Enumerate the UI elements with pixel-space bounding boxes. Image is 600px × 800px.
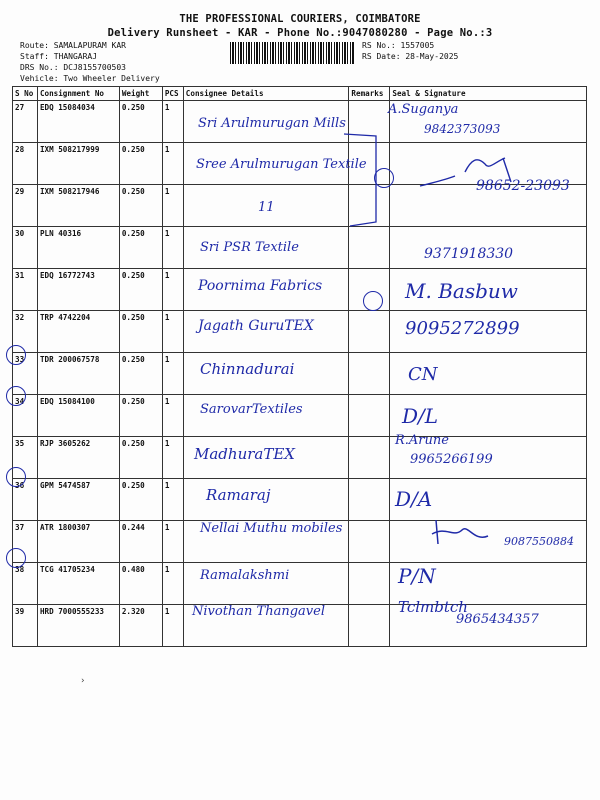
- table-row: [13, 563, 587, 605]
- remarks-cell: [349, 395, 390, 437]
- weight-cell: 0.244: [119, 521, 162, 563]
- consignment-cell: HRD 7000555233: [37, 605, 119, 647]
- col-consignment: Consignment No: [37, 87, 119, 101]
- consignment-cell: TCG 41705234: [37, 563, 119, 605]
- weight-cell: 0.250: [119, 185, 162, 227]
- pcs-cell: 1: [162, 101, 183, 143]
- hw-consignee-39: Nivothan Thangavel: [192, 604, 325, 619]
- remarks-circle-31: [363, 291, 383, 311]
- pcs-cell: 1: [162, 185, 183, 227]
- hw-signature-name-39: Tclmbtch: [398, 598, 468, 616]
- sno-cell: 30: [13, 227, 38, 269]
- sno-cell: 31: [13, 269, 38, 311]
- table-row: [13, 353, 587, 395]
- rs-date-label: RS Date: 28-May-2025: [362, 52, 459, 61]
- sno-cell: 37: [13, 521, 38, 563]
- hw-consignee-32: Jagath GuruTEX: [198, 318, 314, 334]
- hw-consignee-35: MadhuraTEX: [194, 445, 295, 463]
- bracket-line: [340, 130, 385, 230]
- hw-signature-38: P/N: [398, 564, 436, 588]
- hw-consignee-37: Nellai Muthu mobiles: [200, 521, 343, 536]
- col-consignee: Consignee Details: [183, 87, 349, 101]
- hw-signature-phone-29: 98652-23093: [476, 178, 570, 194]
- meta-right: [362, 40, 458, 62]
- col-remarks: Remarks: [349, 87, 390, 101]
- drs-label: DRS No.: DCJ8155700503: [20, 63, 126, 72]
- hw-consignee-31: Poornima Fabrics: [198, 278, 323, 294]
- weight-cell: 0.250: [119, 437, 162, 479]
- col-pcs: PCS: [162, 87, 183, 101]
- hw-signature-name-35: R.Arune: [395, 433, 449, 448]
- consignment-cell: IXM 508217999: [37, 143, 119, 185]
- sno-cell: 38: [13, 563, 38, 605]
- hw-signature-31: M. Basbuw: [405, 279, 518, 303]
- hw-consignee-38: Ramalakshmi: [200, 568, 290, 583]
- hw-consignee-28: Sree Arulmurugan Textile: [196, 157, 367, 172]
- hw-signature-34: D/L: [402, 404, 439, 428]
- pcs-cell: 1: [162, 353, 183, 395]
- remarks-cell: [349, 563, 390, 605]
- consignment-cell: EDQ 15084100: [37, 395, 119, 437]
- weight-cell: 0.250: [119, 269, 162, 311]
- remarks-cell: [349, 521, 390, 563]
- hw-signature-36: D/A: [395, 487, 433, 511]
- pcs-cell: 1: [162, 227, 183, 269]
- col-weight: Weight: [119, 87, 162, 101]
- remarks-cell: [349, 311, 390, 353]
- staff-label: Staff: THANGARAJ: [20, 52, 98, 61]
- document-subtitle: Delivery Runsheet - KAR - Phone No.:9047080280 - Page No.:3: [107, 27, 493, 39]
- pcs-cell: 1: [162, 605, 183, 647]
- sno-circle-38: [6, 548, 26, 568]
- consignment-cell: EDQ 15084034: [37, 101, 119, 143]
- consignment-cell: TDR 200067578: [37, 353, 119, 395]
- remarks-cell: [349, 605, 390, 647]
- sno-circle-33: [6, 345, 26, 365]
- sno-cell: 28: [13, 143, 38, 185]
- weight-cell: 0.250: [119, 353, 162, 395]
- table-header-row: [13, 87, 587, 101]
- hw-signature-name-27: A.Suganya: [388, 102, 459, 117]
- stray-mark: ›: [80, 676, 86, 686]
- sno-cell: 33: [13, 353, 38, 395]
- sno-cell: 29: [13, 185, 38, 227]
- hw-consignee-29: 11: [258, 200, 275, 215]
- table-row: [13, 437, 587, 479]
- consignment-cell: TRP 4742204: [37, 311, 119, 353]
- consignment-cell: ATR 1800307: [37, 521, 119, 563]
- sno-circle-36: [6, 467, 26, 487]
- weight-cell: 0.250: [119, 101, 162, 143]
- hw-signature-33: CN: [408, 364, 438, 385]
- remarks-cell: [349, 353, 390, 395]
- pcs-cell: 1: [162, 437, 183, 479]
- barcode: [230, 42, 354, 64]
- sno-cell: 32: [13, 311, 38, 353]
- hw-consignee-34: SarovarTextiles: [200, 402, 303, 417]
- scribble-signature-28: [415, 152, 525, 192]
- sno-cell: 27: [13, 101, 38, 143]
- hw-signature-phone-27: 9842373093: [424, 122, 501, 136]
- consignment-cell: EDQ 16772743: [37, 269, 119, 311]
- hw-consignee-33: Chinnadurai: [200, 360, 295, 378]
- hw-signature-phone-39: 9865434357: [456, 612, 539, 627]
- col-signature: Seal & Signature: [390, 87, 587, 101]
- consignment-cell: PLN 40316: [37, 227, 119, 269]
- weight-cell: 0.480: [119, 563, 162, 605]
- sno-cell: 39: [13, 605, 38, 647]
- weight-cell: 0.250: [119, 143, 162, 185]
- hw-consignee-27: Sri Arulmurugan Mills: [198, 116, 346, 131]
- meta-left: [20, 40, 160, 84]
- sno-circle-34: [6, 386, 26, 406]
- pcs-cell: 1: [162, 395, 183, 437]
- table-row: [13, 479, 587, 521]
- consignment-cell: IXM 508217946: [37, 185, 119, 227]
- pcs-cell: 1: [162, 563, 183, 605]
- weight-cell: 0.250: [119, 479, 162, 521]
- col-sno: S No: [13, 87, 38, 101]
- route-label: Route: SAMALAPURAM KAR: [20, 41, 126, 50]
- weight-cell: 0.250: [119, 311, 162, 353]
- pcs-cell: 1: [162, 269, 183, 311]
- hw-signature-phone-35: 9965266199: [410, 452, 493, 467]
- scribble-signature-37: [428, 516, 498, 550]
- pcs-cell: 1: [162, 479, 183, 521]
- consignment-cell: GPM 5474587: [37, 479, 119, 521]
- hw-signature-phone-30: 9371918330: [424, 246, 514, 262]
- vehicle-label: Vehicle: Two Wheeler Delivery: [20, 74, 160, 83]
- remarks-cell: [349, 227, 390, 269]
- pcs-cell: 1: [162, 143, 183, 185]
- remarks-cell: [349, 437, 390, 479]
- hw-signature-phone-37: 9087550884: [504, 535, 574, 548]
- sno-cell: 36: [13, 479, 38, 521]
- weight-cell: 0.250: [119, 395, 162, 437]
- weight-cell: 0.250: [119, 227, 162, 269]
- document-title: THE PROFESSIONAL COURIERS, COIMBATORE: [179, 13, 421, 25]
- hw-consignee-36: Ramaraj: [206, 486, 271, 504]
- hw-consignee-30: Sri PSR Textile: [200, 240, 299, 255]
- remarks-cell: [349, 479, 390, 521]
- sno-cell: 35: [13, 437, 38, 479]
- pcs-cell: 1: [162, 311, 183, 353]
- pcs-cell: 1: [162, 521, 183, 563]
- consignment-cell: RJP 3605262: [37, 437, 119, 479]
- hw-signature-phone-32: 9095272899: [405, 318, 520, 339]
- rs-no-label: RS No.: 1557005: [362, 41, 435, 50]
- weight-cell: 2.320: [119, 605, 162, 647]
- sno-cell: 34: [13, 395, 38, 437]
